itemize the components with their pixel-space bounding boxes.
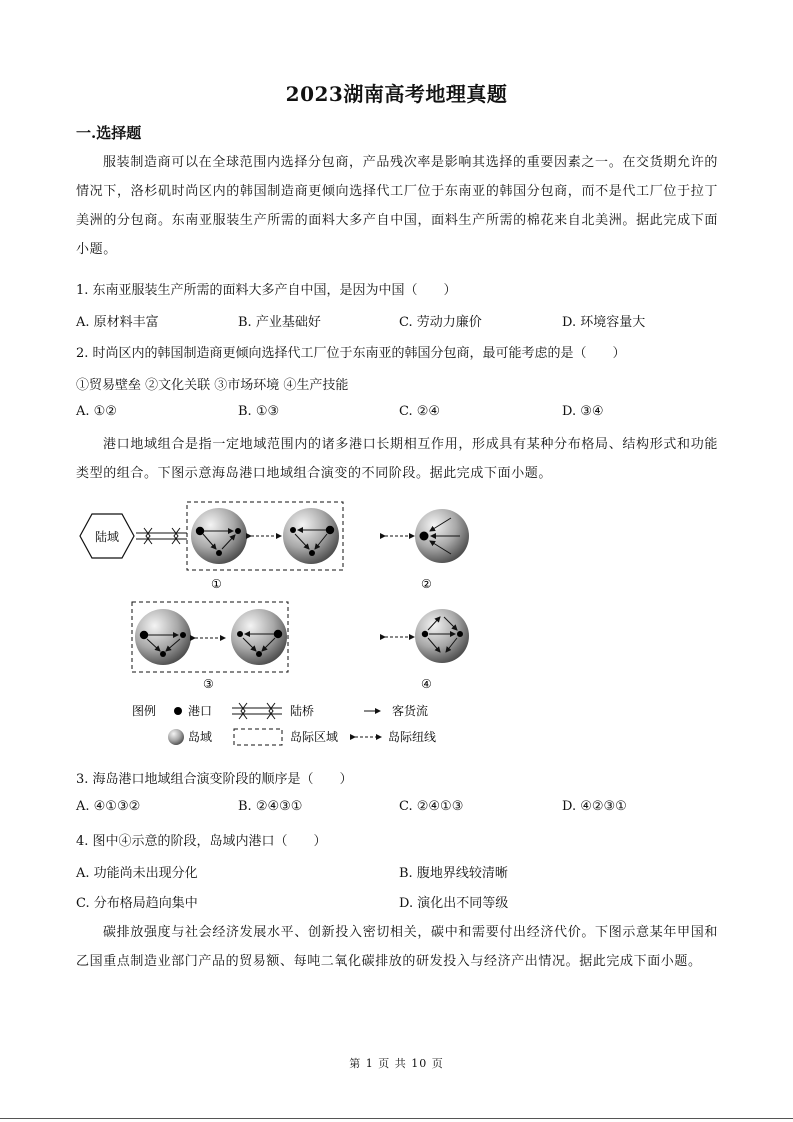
q3-option-b: B. ②④③① [238, 799, 303, 814]
q1-option-a: A. 原材料丰富 [76, 315, 159, 330]
stage-label-1: ① [211, 577, 222, 591]
q4-option-c: C. 分布格局趋向集中 [76, 896, 198, 911]
legend-port-label: 港口 [188, 704, 213, 718]
port-icon [180, 632, 186, 638]
q2-option-b: B. ①③ [238, 404, 280, 419]
legend-area-label: 岛际区域 [290, 730, 339, 744]
port-icon [216, 550, 222, 556]
passage-1: 服装制造商可以在全球范围内选择分包商，产品残次率是影响其选择的重要因素之一。在交货期允许的情况下，洛杉矶时尚区内的韩国制造商更倾向选择代工厂位于东南亚的韩国分包商，而不是代工厂位于拉丁美洲的分包商。东南亚服装生产所需的面料大多产自中国，面料生产所需的棉花来自北美洲。据此完成下面小题。 [76, 155, 718, 257]
q2-option-c: C. ②④ [399, 404, 441, 419]
legend-island-label: 岛域 [188, 730, 213, 744]
port-icon [457, 631, 463, 637]
q3-option-d: D. ④②③① [562, 799, 627, 814]
figure-legend [132, 703, 436, 745]
port-icon [237, 631, 243, 637]
port-icon [160, 651, 166, 657]
q1-option-d: D. 环境容量大 [562, 315, 646, 330]
q4-option-a: A. 功能尚未出现分化 [76, 866, 198, 881]
port-icon [274, 630, 282, 638]
section-heading: 一.选择题 [76, 124, 142, 142]
question-1-stem: 1. 东南亚服装生产所需的面料大多产自中国，是因为中国（ ） [76, 283, 457, 298]
page-title: 2023湖南高考地理真题 [285, 82, 508, 106]
port-icon [290, 527, 296, 533]
passage-3: 碳排放强度与社会经济发展水平、创新投入密切相关，碳中和需要付出经济代价。下图示意某年甲国和乙国重点制造业部门产品的贸易额、每吨二氧化碳排放的研发投入与经济产出情况。据此完成下面小题。 [76, 925, 718, 969]
land-bridge-icon [136, 528, 187, 544]
q3-option-a: A. ④①③② [76, 799, 141, 814]
port-icon [422, 631, 428, 637]
port-icon [309, 550, 315, 556]
q1-option-c: C. 劳动力廉价 [399, 315, 482, 330]
island-icon [168, 729, 184, 745]
port-icon [326, 526, 334, 534]
port-icon [420, 532, 429, 541]
legend-link-label: 岛际纽线 [388, 730, 437, 744]
question-2-stem: 2. 时尚区内的韩国制造商更倾向选择代工厂位于东南亚的韩国分包商，最可能考虑的是（ ） [76, 346, 626, 361]
q4-option-d: D. 演化出不同等级 [399, 896, 509, 911]
legend-bridge-label: 陆桥 [290, 704, 315, 718]
question-2-items: ①贸易壁垒 ②文化关联 ③市场环境 ④生产技能 [76, 378, 349, 393]
q2-option-a: A. ①② [76, 404, 117, 419]
stage-label-2: ② [421, 577, 432, 591]
q1-option-b: B. 产业基础好 [238, 315, 321, 330]
port-icon [140, 631, 148, 639]
bottom-rule [0, 1118, 793, 1119]
question-4-stem: 4. 图中④示意的阶段，岛域内港口（ ） [76, 834, 327, 849]
land-bridge-icon [232, 703, 282, 719]
page-footer: 第 1 页 共 10 页 [349, 1057, 444, 1070]
port-icon [235, 528, 241, 534]
legend-title: 图例 [132, 704, 157, 718]
q2-option-d: D. ③④ [562, 404, 604, 419]
port-evolution-figure [76, 492, 476, 752]
passage-2: 港口地域组合是指一定地域范围内的诸多港口长期相互作用，形成具有某种分布格局、结构形式和功能类型的组合。下图示意海岛港口地域组合演变的不同阶段。据此完成下面小题。 [76, 437, 718, 481]
stage-label-4: ④ [421, 677, 432, 691]
q4-option-b: B. 腹地界线较清晰 [399, 866, 508, 881]
port-icon [174, 707, 182, 715]
legend-flow-label: 客货流 [392, 704, 429, 718]
land-label: 陆域 [94, 530, 120, 544]
q3-option-c: C. ②④①③ [399, 799, 464, 814]
port-icon [196, 527, 204, 535]
stage-label-3: ③ [203, 677, 214, 691]
port-icon [256, 651, 262, 657]
question-3-stem: 3. 海岛港口地域组合演变阶段的顺序是（ ） [76, 772, 353, 787]
inter-island-area-icon [234, 729, 282, 745]
